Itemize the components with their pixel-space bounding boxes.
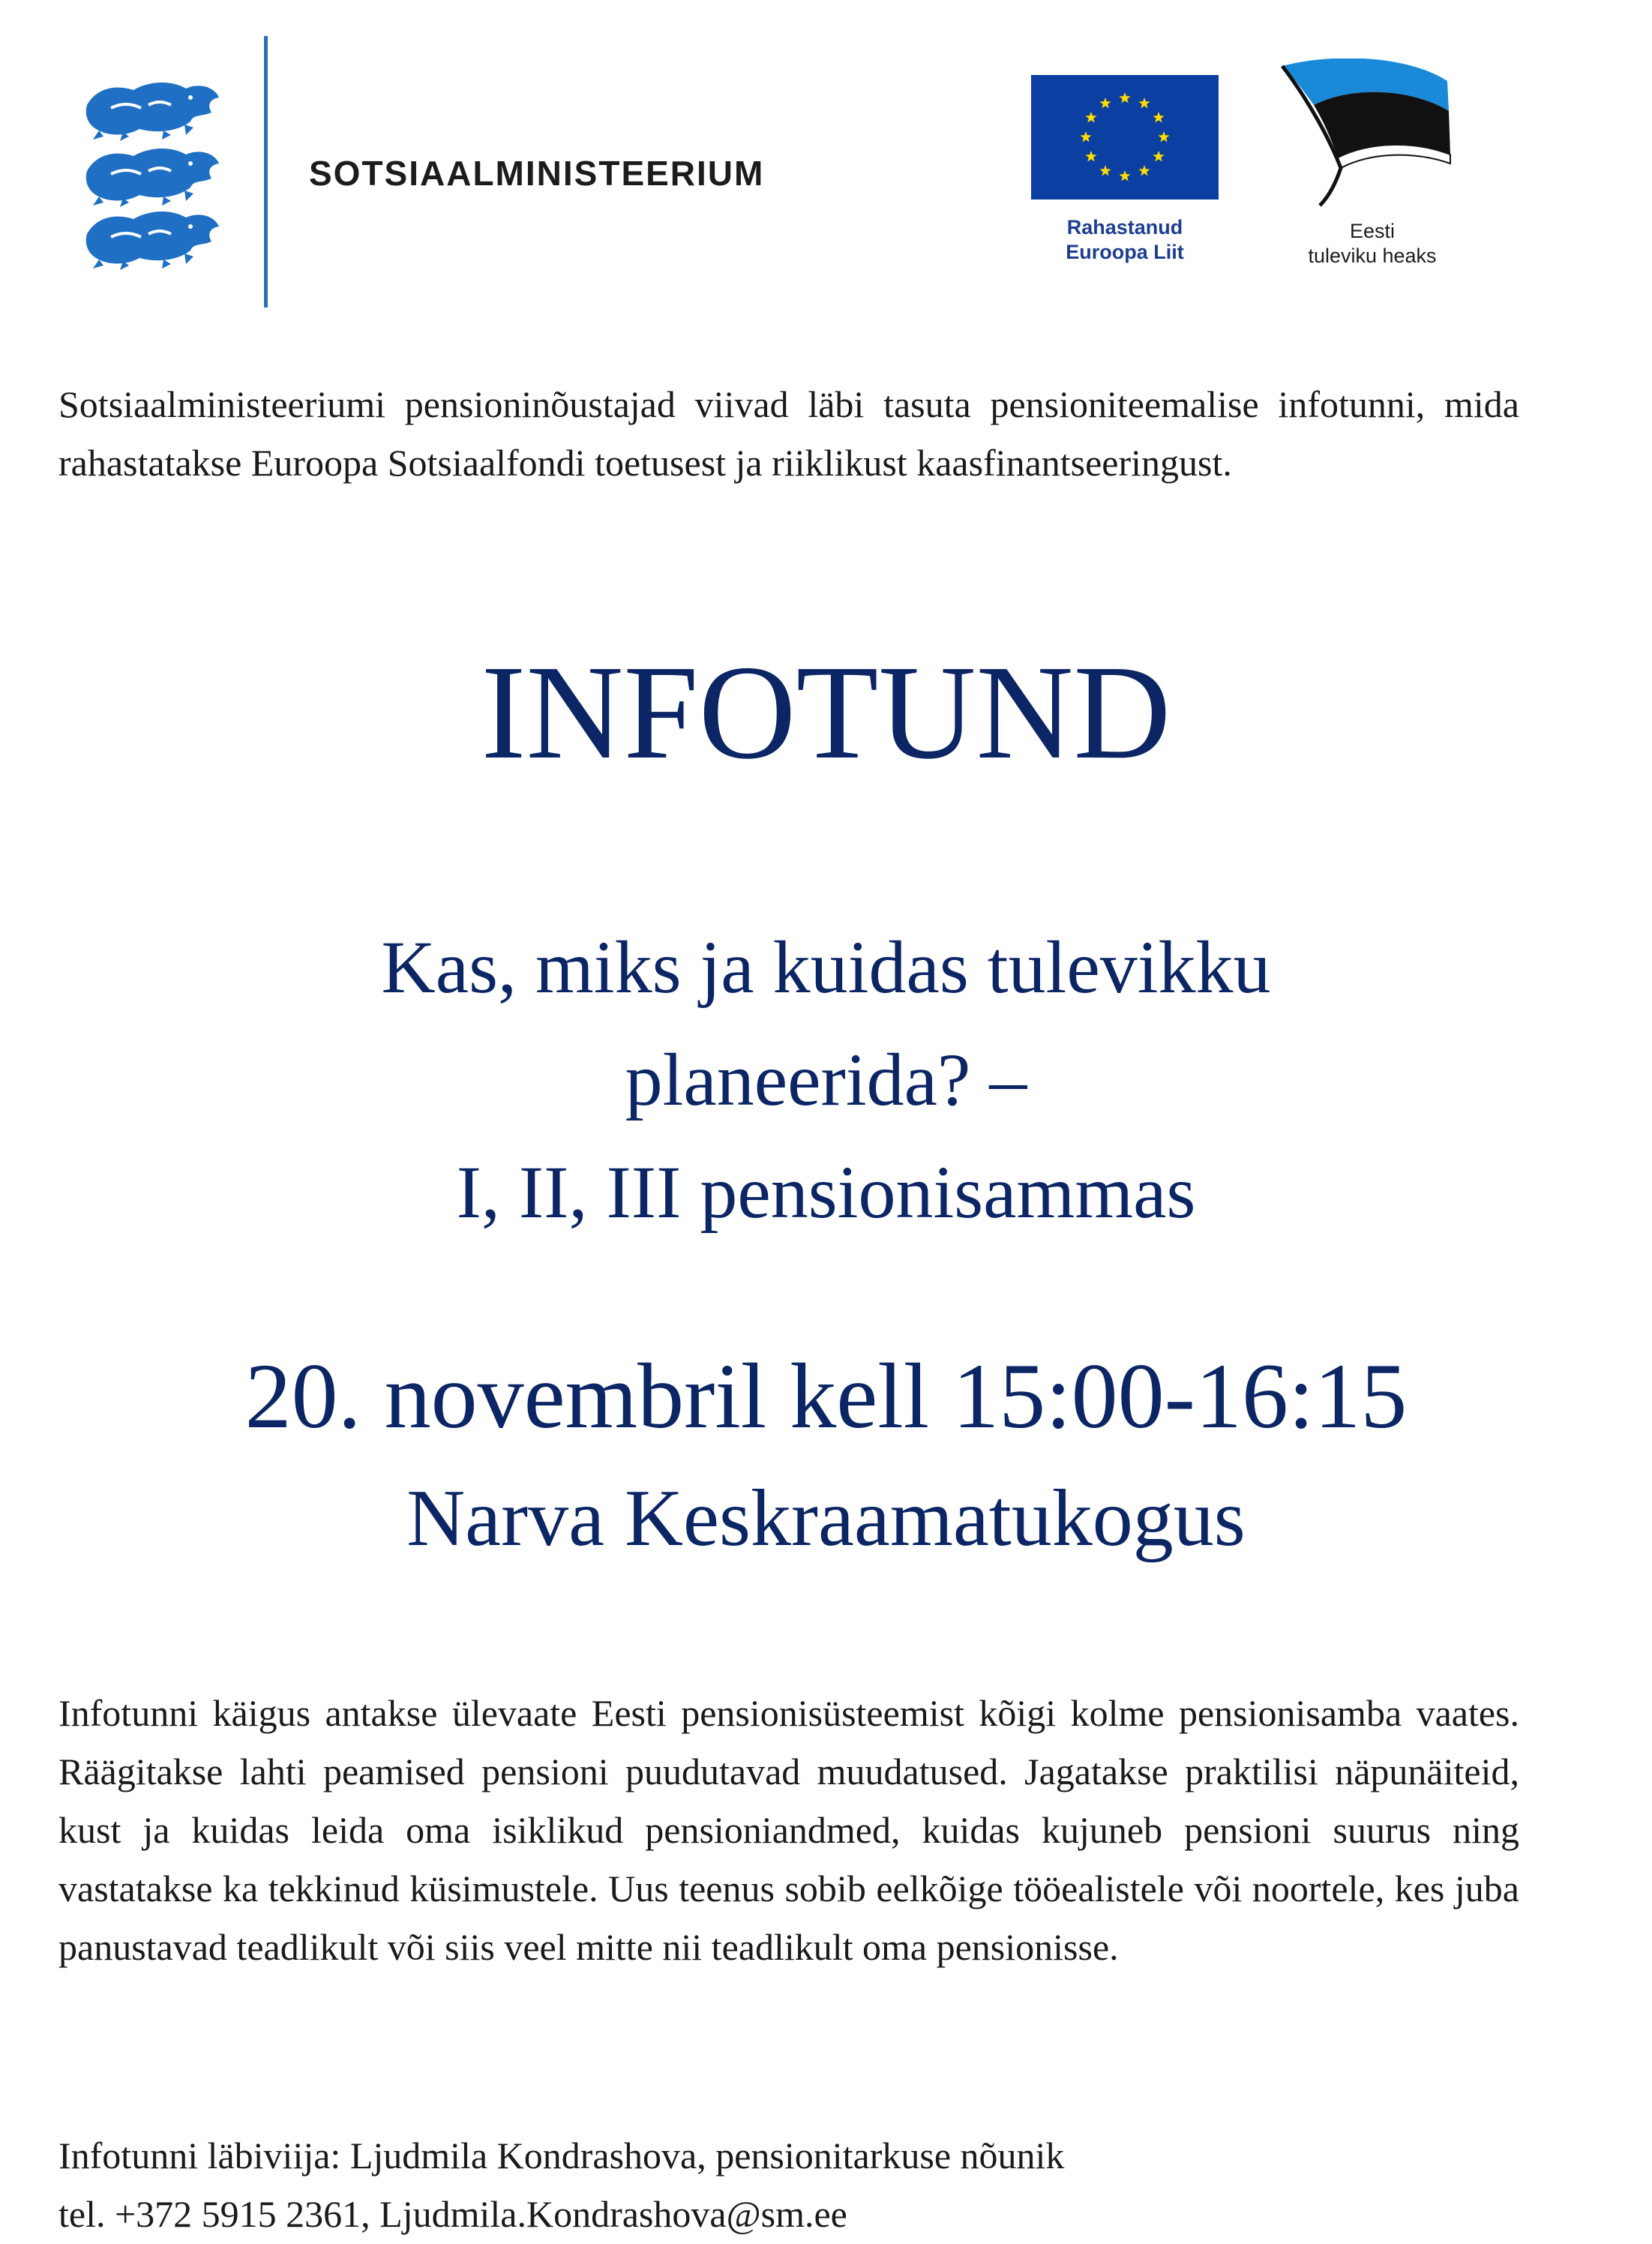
eu-funding-caption [1031,215,1219,265]
event-subtitle-line: planeerida? – [625,1038,1027,1121]
phone-email-line: tel. +372 5915 2361, Ljudmila.Kondrashova@sm.ee [58,2193,847,2235]
eesti-caption [1275,219,1470,268]
eesti-flag-wave-icon [1281,58,1461,218]
event-title: INFOTUND [481,638,1171,787]
event-subtitle-line: I, II, III pensionisammas [456,1150,1196,1234]
eesti-caption-line: tuleviku heaks [1308,244,1437,267]
three-lions-coat-of-arms-icon [81,75,223,270]
contact-info [58,2126,1064,2243]
eu-caption-line: Euroopa Liit [1066,241,1184,263]
description-paragraph: Infotunni käigus antakse ülevaate Eesti pensionisüsteemist kõigi kolme pensionisamba vaates. Räägitakse lahti peamised pensioni puudutavad muudatused. Jagatakse praktilisi näpunäiteid, kust ja kuidas leida oma isiklikud pensioniandmed, kuidas kujuneb pensioni suurus ning vastatakse ka tekkinud küsimustele. Uus teenus sobib eelkõige tööealistele või noortele, kes juba panustavad teadlikult või siis veel mitte nii teadlikult oma pensionisse. [58,1692,1519,1968]
header-divider [264,36,268,308]
eesti-caption-line: Eesti [1349,220,1396,242]
ministry-name: SOTSIAALMINISTEERIUM [309,154,765,193]
intro-paragraph: Sotsiaalministeeriumi pensioninõustajad viivad läbi tasuta pensioniteemalise infotunni, mida rahastatakse Euroopa Sotsiaalfondi toetusest ja riiklikust kaasfinantseeringust. [58,383,1519,484]
event-subtitle-line: Kas, miks ja kuidas tulevikku [381,926,1271,1009]
event-subtitle [0,911,1652,1249]
event-date-time: 20. novembril kell 15:00-16:15 [244,1345,1408,1448]
eu-flag-icon [1031,75,1219,200]
presenter-line: Infotunni läbiviija: Ljudmila Kondrashova, pensionitarkuse nõunik [58,2134,1065,2176]
event-location: Narva Keskraamatukogus [406,1474,1246,1563]
eu-caption-line: Rahastanud [1066,216,1183,238]
